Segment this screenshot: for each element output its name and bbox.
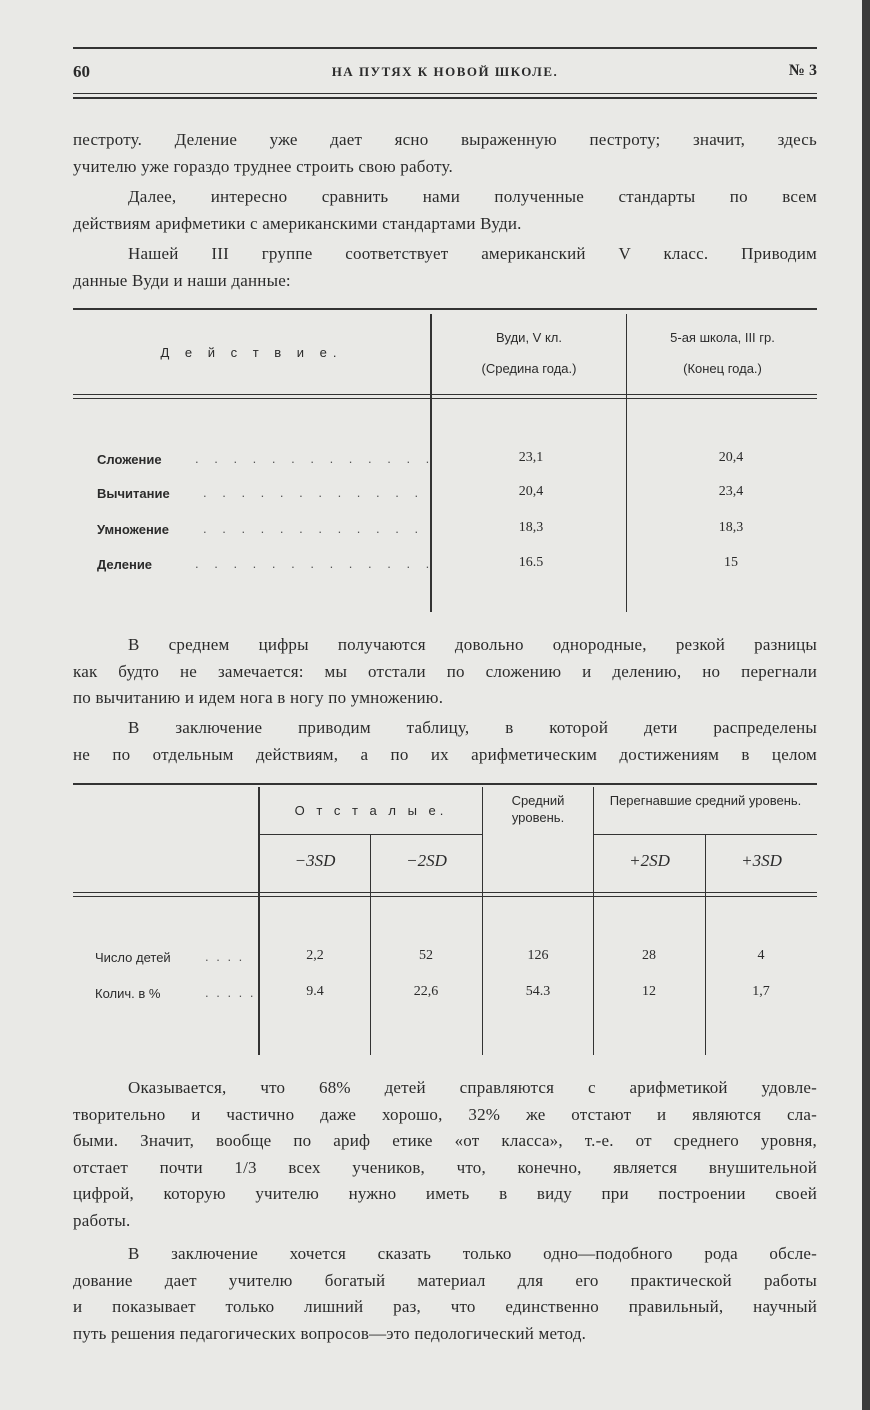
leader-dots: . . . . . . . . . . . . . (195, 451, 436, 466)
text-line: по вычитанию и идем нога в ногу по умножению. (73, 688, 444, 708)
row-label-count: Число детей (95, 950, 171, 965)
woody-value: 23,1 (518, 450, 544, 465)
text-line: Далее, интересно сравнить нами полученные стандарты по всем (128, 187, 817, 206)
school-value: 23,4 (718, 484, 744, 499)
count-value: 52 (419, 948, 433, 963)
text-line: как будто не замечается: мы отстали по сложению и делению, но перегнали (73, 661, 817, 681)
sd-plus-2-header: +2SD (629, 851, 670, 870)
percent-value: 12 (642, 984, 656, 999)
row-label-addition: Сложение (97, 452, 162, 467)
header-rule (73, 394, 817, 395)
leader-dots: . . . . . . . . . . . . (203, 521, 425, 536)
text-line: данные Вуди и наши данные: (73, 270, 291, 290)
scan-edge (862, 0, 870, 1410)
issue-number: № 3 (788, 62, 817, 79)
percent-value: 22,6 (413, 984, 439, 999)
above-group-header: Перегнавшие средний уровень. (609, 793, 802, 808)
text-line: работы. (73, 1210, 131, 1230)
row-label-subtraction: Вычитание (97, 486, 170, 501)
school-value: 15 (724, 555, 738, 570)
paragraph-3 (73, 241, 817, 294)
header-rule (73, 896, 817, 897)
row-label-percent: Колич. в % (95, 986, 161, 1001)
leader-dots: . . . . . . . . . . . . (203, 485, 425, 500)
count-value: 126 (527, 948, 549, 963)
header-rule (73, 892, 817, 893)
woody-value: 16.5 (518, 555, 544, 570)
school-value: 20,4 (718, 450, 744, 465)
count-value: 4 (757, 948, 765, 963)
text-line: дование дает учителю богатый материал для его практической работы (73, 1270, 817, 1290)
lagging-group-header: О т с т а л ы е. (294, 803, 448, 818)
leader-dots: . . . . (205, 949, 245, 964)
text-line: творительно и частично даже хорошо, 32% же отстают и являются сла- (73, 1104, 817, 1124)
text-line: отстает почти 1/3 всех учеников, что, конечно, является внушительной (73, 1157, 817, 1177)
woody-column-title: Вуди, V кл. (496, 330, 562, 345)
count-value: 2,2 (306, 948, 324, 963)
woody-value: 20,4 (518, 484, 544, 499)
text-line: и показывает только лишний раз, что единственно правильный, научный (73, 1297, 817, 1317)
text-line: не по отдельным действиям, а по их арифметическим достижениям в целом (73, 744, 817, 764)
header-top-rule (73, 47, 817, 49)
paragraph-4 (73, 632, 817, 712)
count-value: 28 (642, 948, 656, 963)
leader-dots: . . . . . . . . . . . . . (195, 556, 436, 571)
woody-value: 18,3 (518, 520, 544, 535)
running-header (73, 62, 817, 84)
header-rule (73, 398, 817, 399)
sd-minus-3-header: −3SD (294, 851, 336, 870)
text-line: действиям арифметики с американскими стандартами Вуди. (73, 213, 522, 233)
average-group-header: Средний уровень. (511, 793, 565, 825)
table-top-rule (73, 783, 817, 785)
paragraph-5 (73, 715, 817, 768)
text-line: путь решения педагогических вопросов—это педологический метод. (73, 1323, 587, 1343)
achievement-distribution-table (73, 783, 817, 1055)
page-number: 60 (73, 62, 90, 81)
column-divider (482, 787, 483, 1055)
group-rule (594, 834, 817, 835)
text-line: Нашей III группе соответствует американский V класс. Приводим (128, 244, 817, 263)
text-line: Оказывается, что 68% детей справляются с арифметикой удовле- (128, 1078, 817, 1097)
text-line: пестроту. Деление уже дает ясно выраженную пестроту; значит, здесь (73, 130, 817, 149)
sd-minus-2-header: −2SD (406, 851, 447, 870)
text-line: В заключение приводим таблицу, в которой дети распределены (128, 718, 817, 737)
text-line: учителю уже гораздо труднее строить свою работу. (73, 156, 453, 176)
school-column-subtitle: (Конец года.) (683, 361, 762, 376)
school-value: 18,3 (718, 520, 744, 535)
text-line: быми. Значит, вообще по ариф етике «от класса», т.-е. от среднего уровня, (73, 1131, 817, 1151)
row-label-division: Деление (97, 557, 153, 572)
sd-plus-3-header: +3SD (741, 851, 782, 870)
column-divider (593, 787, 594, 1055)
paragraph-7 (73, 1241, 817, 1347)
table-top-rule (73, 308, 817, 310)
percent-value: 1,7 (752, 984, 770, 999)
woody-column-subtitle: (Средина года.) (481, 361, 577, 376)
group-rule (260, 834, 482, 835)
leader-dots: . . . . . (205, 985, 256, 1000)
action-column-header: Д е й с т в и е. (160, 345, 343, 360)
column-divider (626, 314, 627, 612)
header-bottom-rule (73, 93, 817, 94)
text-line: В среднем цифры получаются довольно однородные, резкой разницы (128, 635, 817, 654)
text-line: цифрой, которую учителю нужно иметь в виду при построении своей (73, 1184, 817, 1204)
paragraph-2 (73, 184, 817, 237)
text-line: В заключение хочется сказать только одно—подобного рода обсле- (128, 1244, 817, 1263)
school-column-title: 5-ая школа, III гр. (670, 330, 775, 345)
percent-value: 54.3 (525, 984, 551, 999)
row-label-multiplication: Умножение (97, 522, 170, 537)
header-bottom-rule-2 (73, 97, 817, 99)
standards-comparison-table (73, 308, 817, 613)
paragraph-6 (73, 1075, 817, 1235)
paragraph-1 (73, 127, 817, 180)
percent-value: 9.4 (306, 984, 324, 999)
column-divider (258, 787, 260, 1055)
running-title: НА ПУТЯХ К НОВОЙ ШКОЛЕ. (331, 64, 559, 79)
